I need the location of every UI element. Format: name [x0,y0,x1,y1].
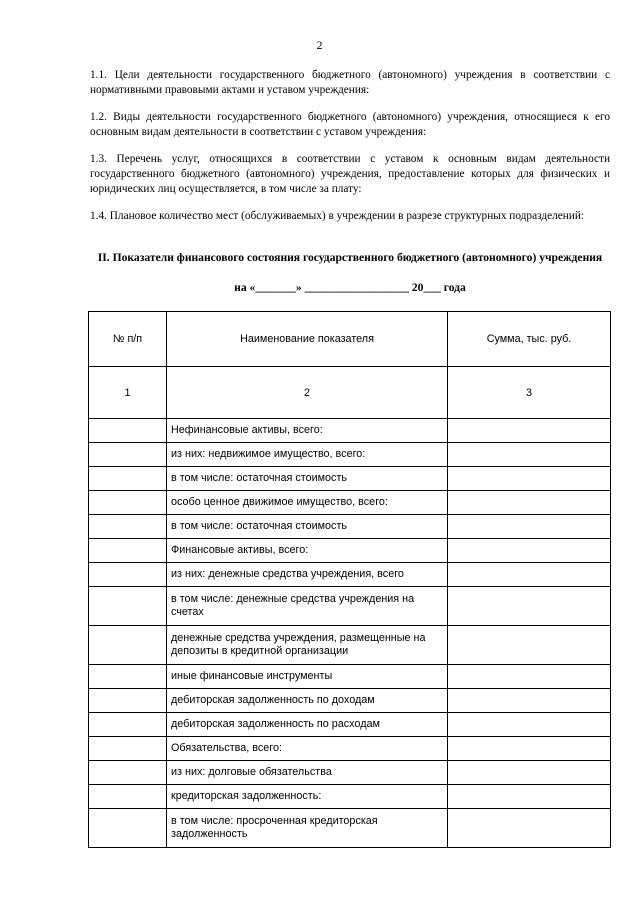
row-sum-cell [448,515,611,539]
table-row [89,761,611,785]
row-number-cell [89,443,167,467]
column-number: 1 [89,367,167,419]
row-name-cell: в том числе: денежные средства учреждения на счетах [167,587,448,626]
paragraph-planned-places: 1.4. Плановое количество мест (обслуживаемых) в учреждении в разрезе структурных подразделений: [90,210,585,222]
row-name-cell: из них: денежные средства учреждения, всего [167,563,448,587]
table-row [89,665,611,689]
row-sum-cell [448,443,611,467]
paragraph-goals: 1.1. Цели деятельности государственного бюджетного (автономного) учреждения в соответствии с нормативными правовыми актами и уставом учреждения: [90,69,610,96]
header-indicator-name: Наименование показателя [167,312,448,367]
row-name-cell: особо ценное движимое имущество, всего: [167,491,448,515]
row-sum-cell [448,626,611,665]
row-sum-cell [448,419,611,443]
row-number-cell [89,587,167,626]
date-line: на «_______» __________________ 20___ года [234,281,466,294]
row-name-cell: Финансовые активы, всего: [167,539,448,563]
table-row [89,587,611,626]
table-row [89,689,611,713]
row-number-cell [89,785,167,809]
table-row [89,515,611,539]
table-row [89,491,611,515]
row-name-cell: кредиторская задолженность: [167,785,448,809]
row-number-cell [89,467,167,491]
row-name-cell: дебиторская задолженность по расходам [167,713,448,737]
row-sum-cell [448,539,611,563]
column-number: 2 [167,367,448,419]
row-sum-cell [448,665,611,689]
table-row [89,713,611,737]
row-sum-cell [448,467,611,491]
row-sum-cell [448,563,611,587]
row-sum-cell [448,689,611,713]
paragraph-activity-types: 1.2. Виды деятельности государственного бюджетного (автономного) учреждения, относящиеся к его основным видам деятельности в соответствии с уставом учреждения: [90,111,610,138]
row-name-cell: из них: долговые обязательства [167,761,448,785]
table-row [89,443,611,467]
row-name-cell: в том числе: остаточная стоимость [167,467,448,491]
row-name-cell: Обязательства, всего: [167,737,448,761]
row-number-cell [89,539,167,563]
table-row [89,737,611,761]
row-name-cell: денежные средства учреждения, размещенные на депозиты в кредитной организации [167,626,448,665]
row-number-cell [89,689,167,713]
page-number: 2 [316,38,323,52]
table-row [89,809,611,848]
row-sum-cell [448,761,611,785]
row-name-cell: дебиторская задолженность по доходам [167,689,448,713]
row-name-cell: Нефинансовые активы, всего: [167,419,448,443]
row-number-cell [89,761,167,785]
header-number: № п/п [89,312,167,367]
row-sum-cell [448,587,611,626]
row-number-cell [89,626,167,665]
row-name-cell: иные финансовые инструменты [167,665,448,689]
row-sum-cell [448,785,611,809]
row-number-cell [89,737,167,761]
table-row [89,626,611,665]
row-number-cell [89,515,167,539]
row-sum-cell [448,491,611,515]
table-header-row [89,312,611,367]
table-row [89,467,611,491]
row-sum-cell [448,809,611,848]
row-number-cell [89,809,167,848]
row-name-cell: в том числе: остаточная стоимость [167,515,448,539]
table-row [89,539,611,563]
table-row [89,785,611,809]
table-row [89,563,611,587]
row-number-cell [89,665,167,689]
row-sum-cell [448,737,611,761]
paragraph-services-list: 1.3. Перечень услуг, относящихся в соответствии с уставом к основным видам деятельности государственного бюджетного (автономного) учреждения, предоставление которых для физических и юридических лиц осуществляется, в том числе за плату: [90,153,610,195]
column-number: 3 [448,367,611,419]
row-number-cell [89,491,167,515]
row-number-cell [89,419,167,443]
section-title: II. Показатели финансового состояния государственного бюджетного (автономного) учреждения [97,251,603,264]
row-name-cell: из них: недвижимое имущество, всего: [167,443,448,467]
row-number-cell [89,713,167,737]
header-amount: Сумма, тыс. руб. [448,312,611,367]
row-sum-cell [448,713,611,737]
row-number-cell [89,563,167,587]
financial-indicators-table [88,311,611,848]
column-number-row [89,367,611,419]
table-row [89,419,611,443]
row-name-cell: в том числе: просроченная кредиторская задолженность [167,809,448,848]
